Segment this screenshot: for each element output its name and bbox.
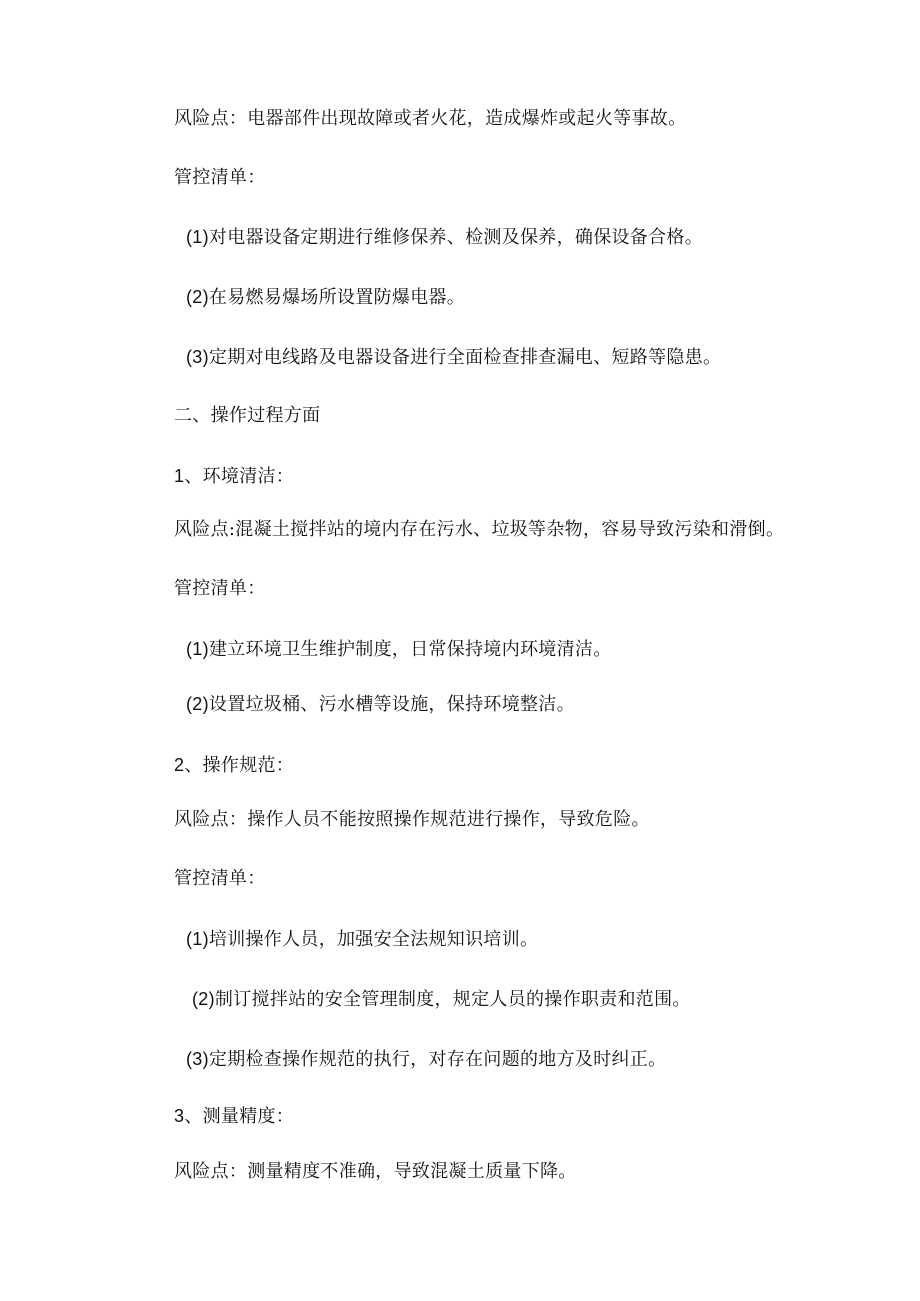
control-item-1 bbox=[186, 637, 612, 662]
item-text: 培训操作人员，加强安全法规知识培训。 bbox=[208, 929, 539, 950]
subsection-operation-spec bbox=[174, 753, 294, 778]
risk-point-electrical bbox=[174, 107, 686, 131]
item-number: 1 bbox=[174, 466, 185, 486]
item-text: 定期检查操作规范的执行，对存在问题的地方及时纠正。 bbox=[208, 1049, 667, 1070]
item-text: 、操作规范： bbox=[184, 755, 295, 776]
item-number: 3 bbox=[174, 1106, 185, 1126]
control-item-3 bbox=[186, 1047, 666, 1072]
line-text: 风险点:混凝土搅拌站的境内存在污水、垃圾等杂物，容易导致污染和滑倒。 bbox=[174, 519, 785, 540]
line-text: 风险点：电器部件出现故障或者火花，造成爆炸或起火等事故。 bbox=[174, 108, 687, 129]
risk-point-environment bbox=[174, 518, 784, 542]
section-heading-operation bbox=[174, 404, 320, 428]
item-number: (2) bbox=[186, 694, 209, 714]
control-item-2 bbox=[192, 987, 691, 1012]
risk-point-operation bbox=[174, 808, 650, 832]
control-item-3 bbox=[186, 345, 721, 370]
item-text: 制订搅拌站的安全管理制度，规定人员的操作职责和范围。 bbox=[214, 989, 691, 1010]
item-number: (3) bbox=[186, 1049, 209, 1069]
item-number: 2 bbox=[174, 755, 185, 775]
line-text: 二、操作过程方面 bbox=[174, 405, 321, 426]
item-text: 设置垃圾桶、污水槽等设施，保持环境整洁。 bbox=[208, 694, 575, 715]
control-item-2 bbox=[186, 285, 465, 310]
line-text: 管控清单： bbox=[174, 167, 266, 188]
line-text: 管控清单： bbox=[174, 578, 266, 599]
item-text: 、环境清洁： bbox=[184, 466, 295, 487]
item-text: 、测量精度： bbox=[184, 1106, 295, 1127]
line-text: 风险点：测量精度不准确，导致混凝土质量下降。 bbox=[174, 1161, 577, 1182]
item-number: (1) bbox=[186, 929, 209, 949]
control-list-heading bbox=[174, 867, 266, 891]
line-text: 风险点：操作人员不能按照操作规范进行操作，导致危险。 bbox=[174, 809, 650, 830]
item-number: (1) bbox=[186, 227, 209, 247]
subsection-measurement bbox=[174, 1104, 294, 1129]
item-text: 对电器设备定期进行维修保养、检测及保养，确保设备合格。 bbox=[208, 227, 704, 248]
line-text: 管控清单： bbox=[174, 868, 266, 889]
item-text: 在易燃易爆场所设置防爆电器。 bbox=[208, 287, 466, 308]
item-number: (3) bbox=[186, 347, 209, 367]
control-item-1 bbox=[186, 225, 703, 250]
control-item-2 bbox=[186, 692, 575, 717]
control-list-heading bbox=[174, 166, 266, 190]
control-list-heading bbox=[174, 577, 266, 601]
item-text: 建立环境卫生维护制度，日常保持境内环境清洁。 bbox=[208, 639, 612, 660]
item-number: (1) bbox=[186, 639, 209, 659]
risk-point-measurement bbox=[174, 1160, 577, 1184]
item-number: (2) bbox=[192, 989, 215, 1009]
item-text: 定期对电线路及电器设备进行全面检查排查漏电、短路等隐患。 bbox=[208, 347, 722, 368]
subsection-environment bbox=[174, 464, 294, 489]
control-item-1 bbox=[186, 927, 538, 952]
item-number: (2) bbox=[186, 287, 209, 307]
